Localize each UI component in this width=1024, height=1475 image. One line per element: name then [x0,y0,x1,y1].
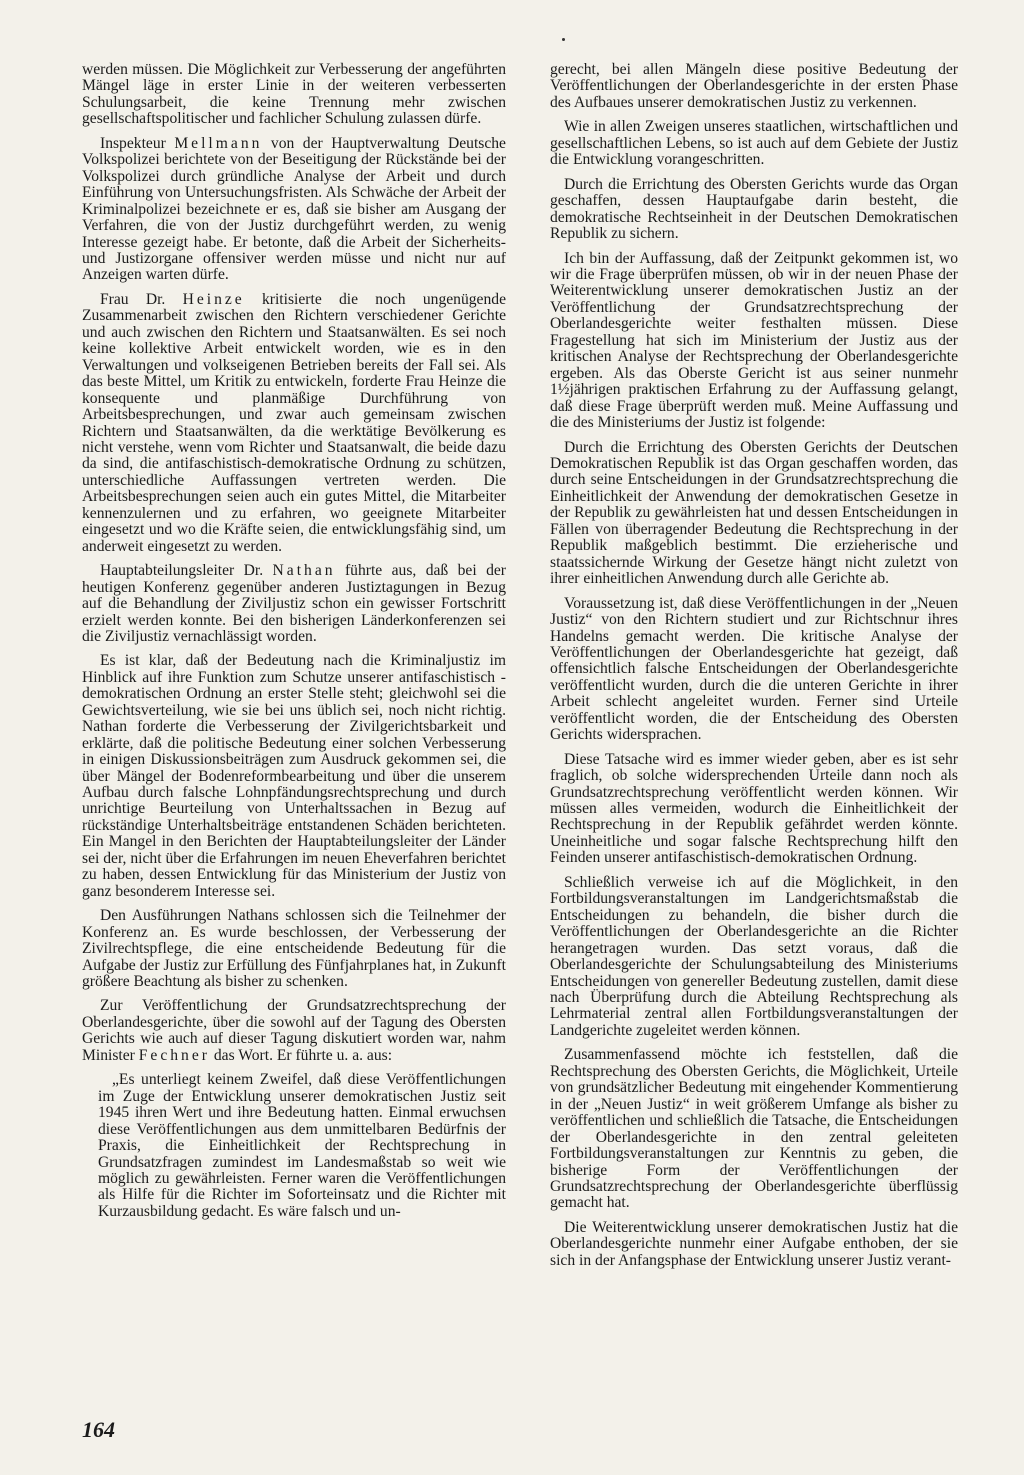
quote-paragraph: Durch die Errichtung des Obersten Gerichts wurde das Organ geschaffen, dessen Hauptaufgabe darin besteht, die demokratische Rechtseinheit in der Deutschen Demokratischen Republik zu sichern. [550,175,958,243]
quote-paragraph: Ich bin der Auffassung, daß der Zeitpunkt gekommen ist, wo wir die Frage überprüfen müssen, ob wir in der neuen Phase der Weiterentwicklung unserer demokratischen Justiz an der Veröffentlichung der Grundsatzrechtsprechung der Oberlandesgerichte weiter festhalten müssen. Diese Fragestellung hat sich im Ministerium der Justiz aus der kritischen Analyse der Rechtsprechung der Oberlandesgerichte ergeben. Als das Oberste Gericht ist aus seiner nunmehr 1½jährigen praktischen Erfahrung zu der Auffassung gelangt, daß diese Frage überprüft werden muß. Meine Auffassung und die des Ministeriums der Justiz ist folgende: [550,249,958,432]
quote-paragraph: Diese Tatsache wird es immer wieder geben, aber es ist sehr fraglich, ob solche widersprechenden Urteile dann noch als Grundsatzrechtsprechung veröffentlicht werden können. Wir müssen alles vermeiden, wodurch die Einheitlichkeit der Rechtsprechung in der Republik gefährdet werden könnte. Uneinheitliche und sogar falsche Rechtsprechung hilft den Feinden unserer antifaschistisch-demokratischen Ordnung. [550,750,958,867]
spaced-name: Heinze [182,290,245,308]
paragraph: Inspekteur Mellmann von der Hauptverwaltung Deutsche Volkspolizei berichtete von der Beseitigung der Rückstände bei der Volkspolizei durch gründliche Analyse der Arbeit und durch Einführung von Untersuchungsfristen. Als Schwäche der Arbeit der Kriminalpolizei bezeichnete er es, daß sie bisher am Ausgang der Verfahren, die von der Justiz durchgeführt werden, zu wenig Interesse gezeigt habe. Er betonte, daß die Arbeit der Sicherheits- und Justizorgane offensiver werden müsse und nicht nur auf Anzeigen warten dürfe. [82,134,506,284]
spaced-name: Nathan [272,562,336,580]
paragraph: Den Ausführungen Nathans schlossen sich die Teilnehmer der Konferenz an. Es wurde beschlossen, der Verbesserung der Zivilrechtspflege, die eine entscheidende Bedeutung für die Aufgabe der Justiz zur Erfüllung des Fünfjahrplanes hat, in Zukunft größere Beachtung als bisher zu schenken. [82,907,506,991]
spaced-name: Fechner [138,1046,210,1064]
left-column [82,62,506,1228]
right-column [534,62,958,1277]
quote-paragraph: „Es unterliegt keinem Zweifel, daß diese Veröffentlichungen im Zuge der Entwicklung unserer demokratischen Justiz seit 1945 ihren Wert und ihre Bedeutung hatten. Einmal erwuchsen diese Veröffentlichungen aus dem unmittelbaren Bedürfnis der Praxis, die Einheitlichkeit der Rechtsprechung in Grundsatzfragen zumindest im Landesmaßstab so weit wie möglich zu gewährleisten. Ferner waren die Veröffentlichungen als Hilfe für die Richter im Soforteinsatz und die Richter mit Kurzausbildung gedacht. Es wäre falsch und un- [98,1071,506,1220]
spaced-name: Mellmann [174,134,263,152]
quote-paragraph: Durch die Errichtung des Obersten Gerichts der Deutschen Demokratischen Republik ist das Organ geschaffen worden, das durch seine Entscheidungen in der Grundsatzrechtsprechung die Einheitlichkeit der Anwendung der demokratischen Gesetze in der Republik zu gewährleisten hat und dessen Entscheidungen in Fällen von überragender Bedeutung die Rechtsprechung in der Republik maßgeblich bestimmt. Die erzieherische und staatssichernde Wirkung der Gesetze hängt nicht zuletzt von ihrer einheitlichen Anwendung durch alle Gerichte ab. [550,438,958,588]
quote-paragraph: gerecht, bei allen Mängeln diese positive Bedeutung der Veröffentlichungen der Oberlandesgerichte in der ersten Phase des Aufbaues unserer demokratischen Justiz zu verkennen. [550,61,958,111]
paragraph: Frau Dr. Heinze kritisierte die noch ungenügende Zusammenarbeit zwischen den Richtern verschiedener Gerichte und auch zwischen den Richtern und Staatsanwälten. Es sei noch keine kollektive Arbeit entwickelt worden, wie es in den Verwaltungen und volkseigenen Betrieben bereits der Fall sei. Als das beste Mittel, um Kritik zu entwickeln, forderte Frau Heinze die konsequente und planmäßige Durchführung von Arbeitsbesprechungen, und zwar auch gemeinsam zwischen Richtern und Staatsanwälten, da die werktätige Bevölkerung es nicht verstehe, wenn vom Richter und Staatsanwalt, die beide dazu da sind, die antifaschistisch-demokratische Ordnung zu schützen, unterschiedliche Auffassungen vertreten werden. Die Arbeitsbesprechungen seien auch ein gutes Mittel, die Mitarbeiter kennenzulernen und zu erfahren, wo geeignete Mitarbeiter eingesetzt und wo die Kräfte seien, die entwicklungsfähig sind, um anderweit eingesetzt zu werden. [82,290,506,555]
quote-paragraph: Zusammenfassend möchte ich feststellen, daß die Rechtsprechung des Obersten Gerichts, die Möglichkeit, Urteile von grundsätzlicher Bedeutung mit eingehender Kommentierung in der „Neuen Justiz“ in weit größerem Umfange als bisher zu veröffentlichen und schließlich die Tatsache, die Entscheidungen der Oberlandesgerichte in den zentral geleiteten Fortbildungsveranstaltungen zur Kenntnis zu geben, die bisherige Form der Veröffentlichungen der Grundsatzrechtsprechung der Oberlandesgerichte überflüssig gemacht hat. [550,1046,958,1212]
quote-paragraph: Wie in allen Zweigen unseres staatlichen, wirtschaftlichen und gesellschaftlichen Lebens, so ist auch auf dem Gebiete der Justiz die Entwicklung vorangeschritten. [550,118,958,169]
quote-paragraph: Voraussetzung ist, daß diese Veröffentlichungen in der „Neuen Justiz“ von den Richtern studiert und zur Richtschnur ihres Handelns gemacht werden. Die kritische Analyse der Veröffentlichungen der Oberlandesgerichte hat gezeigt, daß offensichtlich falsche Entscheidungen der Oberlandesgerichte veröffentlicht wurden, durch die die unteren Gerichte in ihrer Arbeit schlecht angeleitet wurden. Ferner sind Urteile veröffentlicht worden, die der Entscheidung des Obersten Gerichts widersprachen. [550,594,958,744]
print-mark [562,38,565,41]
paragraph: Es ist klar, daß der Bedeutung nach die Kriminaljustiz im Hinblick auf ihre Funktion zum Schutze unserer antifaschistisch - demokratischen Ordnung an erster Stelle steht; gleichwohl sei die Gewichtsverteilung, wie sie bei uns üblich sei, noch nicht richtig. Nathan forderte die Verbesserung der Zivilgerichtsbarkeit und erklärte, daß die politische Bedeutung einer solchen Verbesserung in einigen Diskussionsbeiträgen zum Ausdruck gekommen sei, die über Mängel der Bodenreformbearbeitung und über die unserem Aufbau durch falsche Lohnpfändungsrechtsprechung und durch unrichtige Beurteilung von Unterhaltssachen in Bezug auf rückständige Unterhaltsbeiträge entstandenen Schäden berichteten. Ein Mangel in den Berichten der Hauptabteilungsleiter der Länder sei der, nicht über die Erfahrungen im neuen Eheverfahren berichtet zu haben, dessen Entwicklung für das Ministerium der Justiz von ganz besonderem Interesse sei. [82,652,506,900]
paragraph: werden müssen. Die Möglichkeit zur Verbesserung der angeführten Mängel läge in erster Linie in der weiteren verbesserten Schulungsarbeit, die keine Trennung mehr zwischen gesellschaftspolitischer und fachlicher Schulung zulassen dürfe. [82,61,506,128]
quote-paragraph: Die Weiterentwicklung unserer demokratischen Justiz hat die Oberlandesgerichte nunmehr einer Aufgabe enthoben, der sie sich in der Anfangsphase der Entwicklung unserer Justiz verant- [550,1218,958,1269]
paragraph: Hauptabteilungsleiter Dr. Nathan führte aus, daß bei der heutigen Konferenz gegenüber anderen Justiztagungen in Bezug auf die Behandlung der Ziviljustiz schon ein gewisser Fortschritt erzielt werden konnte. Bei den bisherigen Länderkonferenzen sei die Ziviljustiz vernachlässigt worden. [82,562,506,645]
paragraph: Zur Veröffentlichung der Grundsatzrechtsprechung der Oberlandesgerichte, über die sowohl auf der Tagung des Obersten Gerichts wie auch auf dieser Tagung diskutiert worden war, nahm Minister Fechner das Wort. Er führte u. a. aus: [82,997,506,1064]
page-number: 164 [82,1417,115,1442]
quote-paragraph: Schließlich verweise ich auf die Möglichkeit, in den Fortbildungsveranstaltungen im Landgerichtsmaßstab die Entscheidungen zu behandeln, die bisher durch die Veröffentlichungen der Oberlandesgerichte an die Richter herangetragen wurden. Das setzt voraus, daß die Oberlandesgerichte der Schulungsabteilung des Ministeriums Entscheidungen von genereller Bedeutung zustellen, damit diese nach Überprüfung durch die Abteilung Rechtsprechung als Lehrmaterial zentral allen Fortbildungsveranstaltungen der Landgerichte zugeleitet werden können. [550,873,958,1039]
